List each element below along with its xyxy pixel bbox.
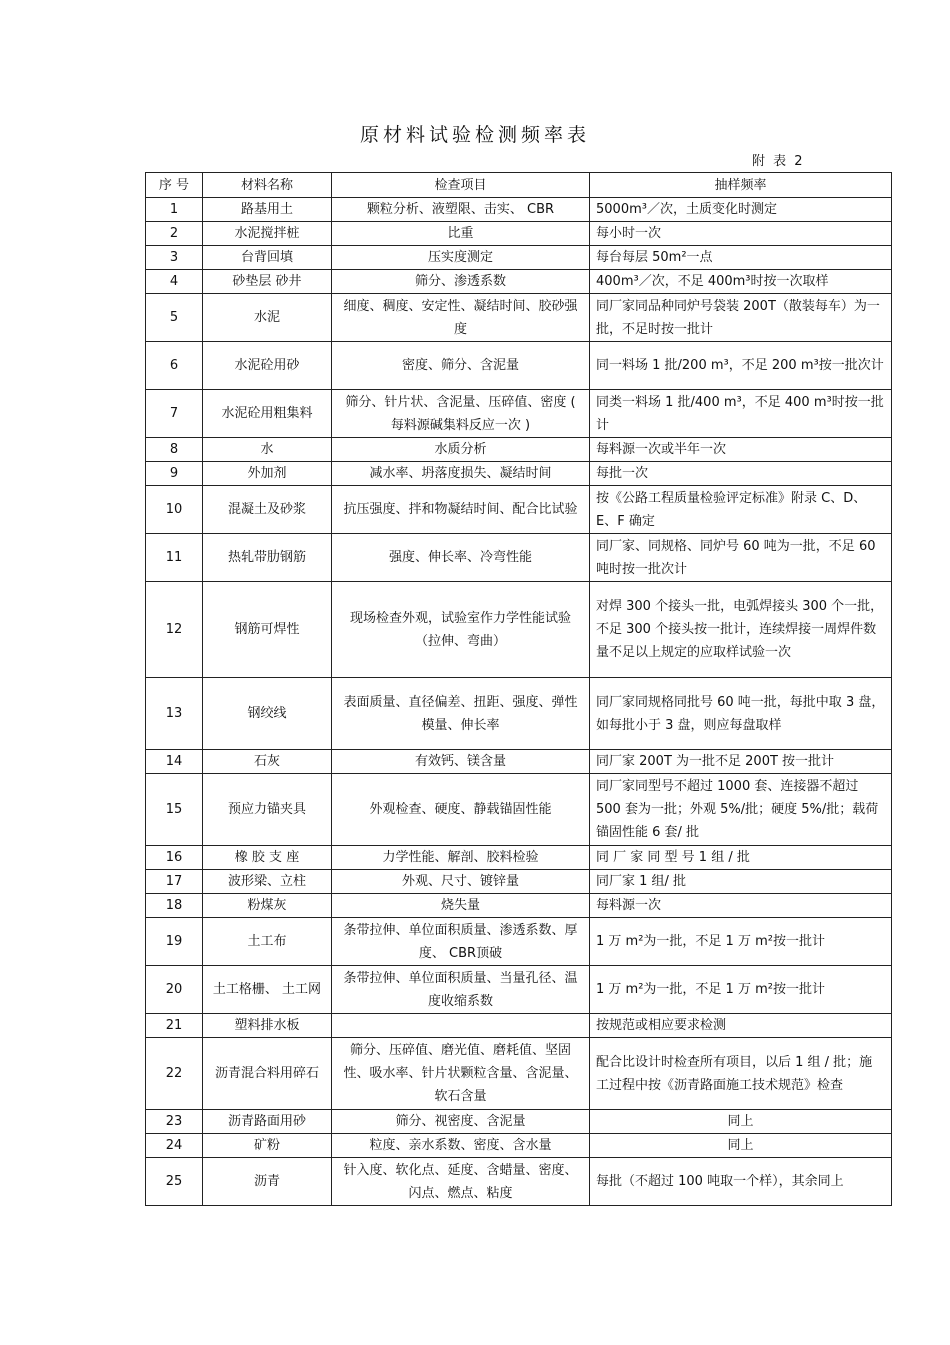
row-number: 18 (146, 894, 203, 918)
inspection-items: 条带拉伸、单位面积质量、渗透系数、厚度、 CBR顶破 (332, 918, 590, 966)
table-row (146, 390, 892, 438)
inspection-items: 强度、伸长率、冷弯性能 (332, 534, 590, 582)
header-frequency: 抽样频率 (590, 173, 892, 198)
inspection-items: 比重 (332, 222, 590, 246)
table-row (146, 486, 892, 534)
frequency-table (145, 172, 892, 1206)
sampling-frequency: 同类一料场 1 批/400 m³，不足 400 m³时按一批计 (590, 390, 892, 438)
table-row (146, 222, 892, 246)
table-header-row (146, 173, 892, 198)
row-number: 24 (146, 1134, 203, 1158)
table-row (146, 966, 892, 1014)
inspection-items: 烧失量 (332, 894, 590, 918)
attachment-label: 附 表 2 (752, 154, 805, 169)
sampling-frequency: 配合比设计时检查所有项目，以后 1 组 / 批；施工过程中按《沥青路面施工技术规范》检查 (590, 1038, 892, 1110)
sampling-frequency: 同厂家 200T 为一批不足 200T 按一批计 (590, 750, 892, 774)
material-name: 土工布 (203, 918, 332, 966)
table-row (146, 270, 892, 294)
table-row (146, 1158, 892, 1206)
header-no: 序 号 (146, 173, 203, 198)
row-number: 8 (146, 438, 203, 462)
table-row (146, 246, 892, 270)
sampling-frequency: 每批（不超过 100 吨取一个样），其余同上 (590, 1158, 892, 1206)
sampling-frequency: 同厂家 1 组/ 批 (590, 870, 892, 894)
material-name: 水泥砼用粗集料 (203, 390, 332, 438)
sampling-frequency: 1 万 m²为一批，不足 1 万 m²按一批计 (590, 918, 892, 966)
material-name: 热轧带肋钢筋 (203, 534, 332, 582)
material-name: 土工格栅、 土工网 (203, 966, 332, 1014)
sampling-frequency: 1 万 m²为一批，不足 1 万 m²按一批计 (590, 966, 892, 1014)
material-name: 橡 胶 支 座 (203, 846, 332, 870)
material-name: 砂垫层 砂井 (203, 270, 332, 294)
material-name: 塑料排水板 (203, 1014, 332, 1038)
row-number: 16 (146, 846, 203, 870)
material-name: 水泥搅拌桩 (203, 222, 332, 246)
table-row (146, 294, 892, 342)
sampling-frequency: 同上 (590, 1110, 892, 1134)
inspection-items: 外观、尺寸、镀锌量 (332, 870, 590, 894)
inspection-items (332, 1014, 590, 1038)
table-row (146, 462, 892, 486)
sampling-frequency: 每料源一次 (590, 894, 892, 918)
inspection-items: 颗粒分析、液塑限、击实、 CBR (332, 198, 590, 222)
table-row (146, 582, 892, 678)
sampling-frequency: 每料源一次或半年一次 (590, 438, 892, 462)
table-body (146, 198, 892, 1206)
sampling-frequency: 对焊 300 个接头一批，电弧焊接头 300 个一批，不足 300 个接头按一批计，连续焊接一周焊件数量不足以上规定的应取样试验一次 (590, 582, 892, 678)
sampling-frequency: 同厂家、同规格、同炉号 60 吨为一批，不足 60 吨时按一批次计 (590, 534, 892, 582)
header-items: 检查项目 (332, 173, 590, 198)
row-number: 1 (146, 198, 203, 222)
material-name: 石灰 (203, 750, 332, 774)
inspection-items: 条带拉伸、单位面积质量、当量孔径、温度收缩系数 (332, 966, 590, 1014)
material-name: 沥青路面用砂 (203, 1110, 332, 1134)
row-number: 22 (146, 1038, 203, 1110)
table-row (146, 774, 892, 846)
inspection-items: 筛分、压碎值、磨光值、磨耗值、坚固性、吸水率、针片状颗粒含量、含泥量、软石含量 (332, 1038, 590, 1110)
sampling-frequency: 同一料场 1 批/200 m³，不足 200 m³按一批次计 (590, 342, 892, 390)
material-name: 水泥砼用砂 (203, 342, 332, 390)
sampling-frequency: 同厂家同型号不超过 1000 套、连接器不超过 500 套为一批；外观 5%/批；硬度 5%/批；载荷锚固性能 6 套/ 批 (590, 774, 892, 846)
material-name: 水泥 (203, 294, 332, 342)
row-number: 23 (146, 1110, 203, 1134)
material-name: 矿粉 (203, 1134, 332, 1158)
table-row (146, 438, 892, 462)
inspection-items: 筛分、视密度、含泥量 (332, 1110, 590, 1134)
material-name: 沥青混合料用碎石 (203, 1038, 332, 1110)
table-row (146, 750, 892, 774)
table-row (146, 846, 892, 870)
row-number: 2 (146, 222, 203, 246)
row-number: 9 (146, 462, 203, 486)
sampling-frequency: 5000m³／次，土质变化时测定 (590, 198, 892, 222)
material-name: 沥青 (203, 1158, 332, 1206)
table-row (146, 1134, 892, 1158)
material-name: 混凝土及砂浆 (203, 486, 332, 534)
sampling-frequency: 按《公路工程质量检验评定标准》附录 C、D、E、F 确定 (590, 486, 892, 534)
material-name: 波形梁、立柱 (203, 870, 332, 894)
row-number: 12 (146, 582, 203, 678)
sampling-frequency: 按规范或相应要求检测 (590, 1014, 892, 1038)
inspection-items: 粒度、亲水系数、密度、含水量 (332, 1134, 590, 1158)
material-name: 外加剂 (203, 462, 332, 486)
table-row (146, 678, 892, 750)
row-number: 14 (146, 750, 203, 774)
row-number: 17 (146, 870, 203, 894)
row-number: 6 (146, 342, 203, 390)
material-name: 路基用土 (203, 198, 332, 222)
material-name: 水 (203, 438, 332, 462)
table-row (146, 918, 892, 966)
table-row (146, 534, 892, 582)
row-number: 19 (146, 918, 203, 966)
row-number: 21 (146, 1014, 203, 1038)
sampling-frequency: 同厂家同规格同批号 60 吨一批，每批中取 3 盘，如每批小于 3 盘，则应每盘取样 (590, 678, 892, 750)
sampling-frequency: 400m³／次，不足 400m³时按一次取样 (590, 270, 892, 294)
row-number: 15 (146, 774, 203, 846)
inspection-items: 筛分、针片状、含泥量、压碎值、密度 ( 每料源碱集料反应一次 ) (332, 390, 590, 438)
material-name: 钢绞线 (203, 678, 332, 750)
inspection-items: 表面质量、直径偏差、扭距、强度、弹性模量、伸长率 (332, 678, 590, 750)
inspection-items: 筛分、渗透系数 (332, 270, 590, 294)
inspection-items: 抗压强度、拌和物凝结时间、配合比试验 (332, 486, 590, 534)
inspection-items: 压实度测定 (332, 246, 590, 270)
row-number: 5 (146, 294, 203, 342)
row-number: 13 (146, 678, 203, 750)
inspection-items: 力学性能、解剖、胶料检验 (332, 846, 590, 870)
inspection-items: 针入度、软化点、延度、含蜡量、密度、闪点、燃点、粘度 (332, 1158, 590, 1206)
row-number: 3 (146, 246, 203, 270)
table-row (146, 342, 892, 390)
inspection-items: 细度、稠度、安定性、凝结时间、胶砂强度 (332, 294, 590, 342)
table-row (146, 198, 892, 222)
material-name: 预应力锚夹具 (203, 774, 332, 846)
table-row (146, 894, 892, 918)
material-name: 台背回填 (203, 246, 332, 270)
inspection-items: 密度、筛分、含泥量 (332, 342, 590, 390)
material-name: 钢筋可焊性 (203, 582, 332, 678)
page-title: 原材料试验检测频率表 (359, 124, 590, 146)
table-row (146, 1038, 892, 1110)
inspection-items: 现场检查外观，试验室作力学性能试验（拉伸、弯曲） (332, 582, 590, 678)
header-material: 材料名称 (203, 173, 332, 198)
inspection-items: 外观检查、硬度、静载锚固性能 (332, 774, 590, 846)
table-row (146, 870, 892, 894)
table-row (146, 1014, 892, 1038)
sampling-frequency: 同 厂 家 同 型 号 1 组 / 批 (590, 846, 892, 870)
sampling-frequency: 每台每层 50m²一点 (590, 246, 892, 270)
material-name: 粉煤灰 (203, 894, 332, 918)
inspection-items: 水质分析 (332, 438, 590, 462)
row-number: 25 (146, 1158, 203, 1206)
sampling-frequency: 每批一次 (590, 462, 892, 486)
inspection-items: 有效钙、镁含量 (332, 750, 590, 774)
row-number: 20 (146, 966, 203, 1014)
table-row (146, 1110, 892, 1134)
sampling-frequency: 同上 (590, 1134, 892, 1158)
row-number: 4 (146, 270, 203, 294)
sampling-frequency: 每小时一次 (590, 222, 892, 246)
row-number: 11 (146, 534, 203, 582)
inspection-items: 减水率、坍落度损失、凝结时间 (332, 462, 590, 486)
row-number: 7 (146, 390, 203, 438)
sampling-frequency: 同厂家同品种同炉号袋装 200T（散装每车）为一批，不足时按一批计 (590, 294, 892, 342)
row-number: 10 (146, 486, 203, 534)
